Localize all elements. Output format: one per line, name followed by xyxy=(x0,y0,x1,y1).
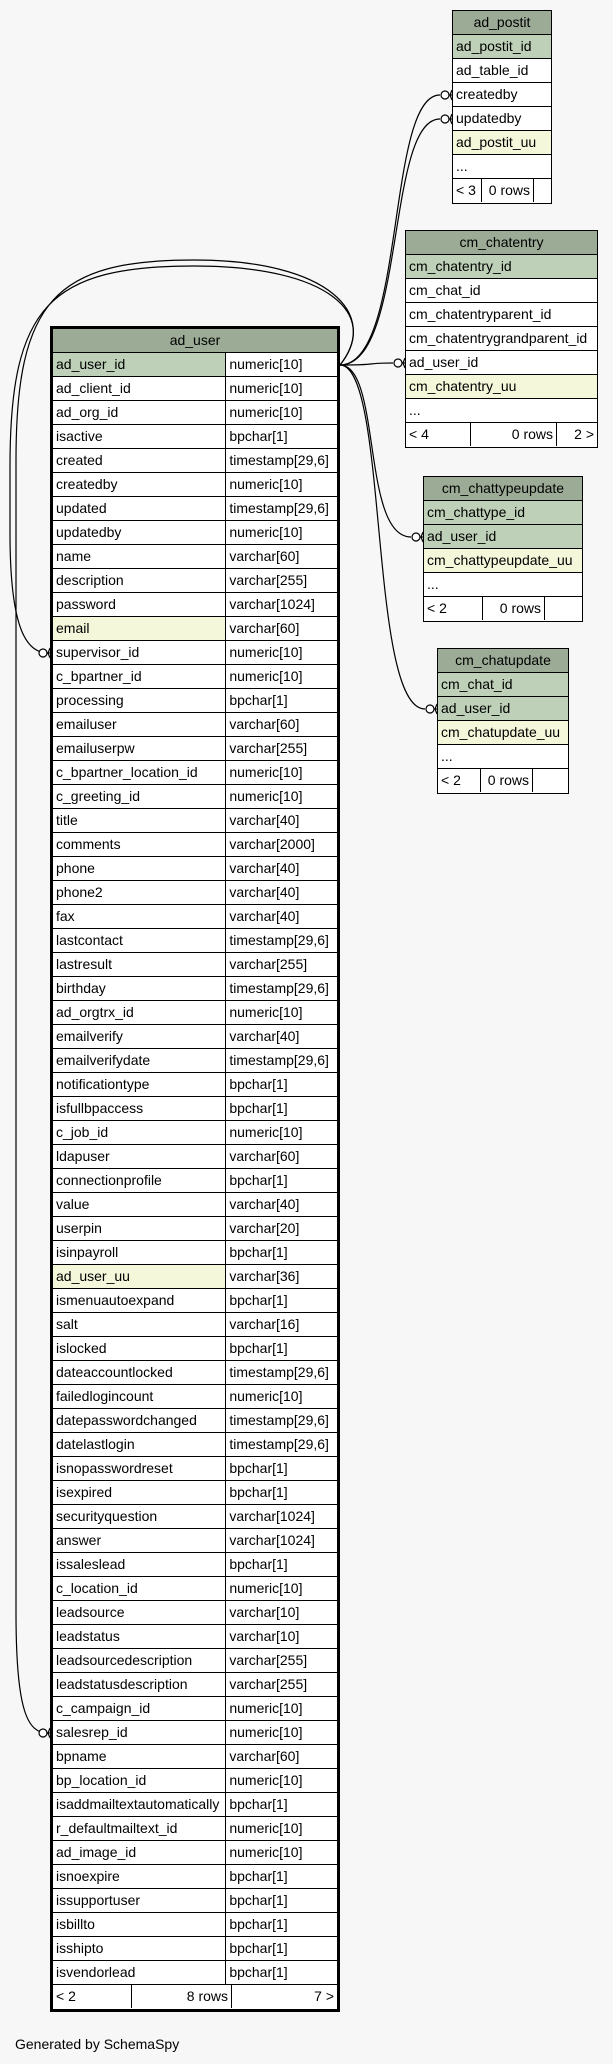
table-row xyxy=(53,1169,337,1193)
column-name: phone2 xyxy=(56,884,103,900)
column-name: ... xyxy=(409,402,421,418)
table-row xyxy=(453,131,551,155)
column-type: varchar[1024] xyxy=(225,1505,337,1528)
column-name: cm_chatentry_uu xyxy=(406,375,597,398)
child-count: 7 > xyxy=(231,1985,337,2008)
column-type: numeric[10] xyxy=(225,1841,337,1864)
column-name: emailuser xyxy=(56,716,117,732)
table-row xyxy=(53,1121,337,1145)
row-count: 0 rows xyxy=(482,597,544,620)
column-name: ad_image_id xyxy=(56,1844,137,1860)
table-row xyxy=(53,1337,337,1361)
table-row xyxy=(53,665,337,689)
row-count: 0 rows xyxy=(481,179,533,202)
table-name: ad_user xyxy=(53,329,337,353)
table-cm_chatupdate[interactable] xyxy=(437,648,569,794)
table-row xyxy=(53,377,337,401)
column-type: numeric[10] xyxy=(225,1817,337,1840)
column-name: cm_chatentrygrandparent_id xyxy=(409,330,588,346)
column-type: timestamp[29,6] xyxy=(225,1433,337,1456)
column-type: varchar[255] xyxy=(225,1649,337,1672)
table-row xyxy=(53,1601,337,1625)
column-name: ad_user_id xyxy=(424,525,582,548)
table-row xyxy=(53,1745,337,1769)
column-type: numeric[10] xyxy=(225,353,337,376)
column-name: cm_chat_id xyxy=(409,282,481,298)
child-count xyxy=(532,769,568,792)
column-name: cm_chatupdate_uu xyxy=(438,721,568,744)
crows-foot-marker xyxy=(39,648,50,658)
table-row xyxy=(53,1457,337,1481)
column-type: varchar[60] xyxy=(225,1145,337,1168)
column-name: ad_postit_id xyxy=(453,35,551,58)
table-row xyxy=(53,1625,337,1649)
table-row xyxy=(53,1193,337,1217)
column-name: ... xyxy=(427,576,439,592)
column-name: createdby xyxy=(56,476,118,492)
column-type: numeric[10] xyxy=(225,521,337,544)
table-name: cm_chatentry xyxy=(406,231,597,255)
column-type: bpchar[1] xyxy=(225,1793,337,1816)
column-name: c_bpartner_location_id xyxy=(56,764,198,780)
column-name: updated xyxy=(56,500,107,516)
column-type: bpchar[1] xyxy=(225,1097,337,1120)
column-type: bpchar[1] xyxy=(225,1937,337,1960)
column-type: bpchar[1] xyxy=(225,1913,337,1936)
table-row xyxy=(53,737,337,761)
table-row xyxy=(53,1793,337,1817)
table-row xyxy=(53,1265,337,1289)
table-row xyxy=(53,617,337,641)
table-row xyxy=(453,59,551,83)
column-type: varchar[10] xyxy=(225,1625,337,1648)
column-name: connectionprofile xyxy=(56,1172,162,1188)
table-row xyxy=(53,1577,337,1601)
column-type: varchar[40] xyxy=(225,881,337,904)
table-row xyxy=(53,1097,337,1121)
column-name: isbillto xyxy=(56,1916,95,1932)
table-row xyxy=(53,1721,337,1745)
crows-foot-marker xyxy=(441,90,452,100)
column-name: datelastlogin xyxy=(56,1436,135,1452)
column-type: bpchar[1] xyxy=(225,1337,337,1360)
table-row xyxy=(53,1697,337,1721)
column-name: dateaccountlocked xyxy=(56,1364,173,1380)
column-type: varchar[60] xyxy=(225,1745,337,1768)
column-type: varchar[60] xyxy=(225,617,337,640)
table-name: cm_chatupdate xyxy=(438,649,568,673)
column-name: ad_org_id xyxy=(56,404,119,420)
table-row xyxy=(53,1433,337,1457)
column-name: name xyxy=(56,548,92,564)
table-ad_user[interactable] xyxy=(50,326,340,2012)
table-row xyxy=(406,255,597,279)
table-row xyxy=(53,1073,337,1097)
column-name: isactive xyxy=(56,428,103,444)
table-row xyxy=(53,857,337,881)
table-row xyxy=(53,1913,337,1937)
table-row xyxy=(438,745,568,769)
column-name: issaleslead xyxy=(56,1556,126,1572)
column-name: islocked xyxy=(56,1340,107,1356)
column-type: bpchar[1] xyxy=(225,1241,337,1264)
crows-foot-marker xyxy=(412,532,423,542)
column-name: description xyxy=(56,572,124,588)
column-type: numeric[10] xyxy=(225,665,337,688)
row-count: 0 rows xyxy=(480,769,532,792)
column-type: varchar[40] xyxy=(225,857,337,880)
crows-foot-marker xyxy=(39,1728,50,1738)
column-name: leadsource xyxy=(56,1604,125,1620)
column-name: ismenuautoexpand xyxy=(56,1292,175,1308)
parent-count: < 2 xyxy=(441,772,461,788)
column-name: email xyxy=(53,617,225,640)
column-name: answer xyxy=(56,1532,102,1548)
table-row xyxy=(53,1289,337,1313)
column-name: cm_chattypeupdate_uu xyxy=(424,549,582,572)
table-row xyxy=(53,473,337,497)
column-type: varchar[2000] xyxy=(225,833,337,856)
column-name: createdby xyxy=(456,86,518,102)
column-type: numeric[10] xyxy=(225,377,337,400)
column-name: datepasswordchanged xyxy=(56,1412,197,1428)
table-row xyxy=(53,521,337,545)
parent-count: < 2 xyxy=(427,600,447,616)
table-row xyxy=(53,1649,337,1673)
table-footer xyxy=(424,597,582,621)
column-name: fax xyxy=(56,908,75,924)
table-row xyxy=(53,953,337,977)
column-name: c_location_id xyxy=(56,1580,138,1596)
table-row xyxy=(53,1817,337,1841)
column-name: cm_chat_id xyxy=(438,673,568,696)
column-type: varchar[36] xyxy=(225,1265,337,1288)
column-type: bpchar[1] xyxy=(225,425,337,448)
column-name: emailverifydate xyxy=(56,1052,151,1068)
table-row xyxy=(53,881,337,905)
column-name: value xyxy=(56,1196,90,1212)
column-name: leadstatusdescription xyxy=(56,1676,188,1692)
column-name: ad_user_id xyxy=(409,354,479,370)
column-type: timestamp[29,6] xyxy=(225,1409,337,1432)
table-row xyxy=(53,593,337,617)
column-name: cm_chatentry_id xyxy=(406,255,597,278)
column-name: lastresult xyxy=(56,956,113,972)
column-name: cm_chattype_id xyxy=(424,501,582,524)
table-row xyxy=(53,497,337,521)
crows-foot-marker xyxy=(426,704,437,714)
column-type: numeric[10] xyxy=(225,1121,337,1144)
table-row xyxy=(53,1001,337,1025)
column-name: salt xyxy=(56,1316,78,1332)
table-row xyxy=(453,83,551,107)
column-type: varchar[255] xyxy=(225,953,337,976)
column-type: varchar[1024] xyxy=(225,1529,337,1552)
column-name: updatedby xyxy=(456,110,522,126)
table-row xyxy=(438,697,568,721)
table-row xyxy=(53,1865,337,1889)
column-type: varchar[255] xyxy=(225,1673,337,1696)
table-row xyxy=(53,353,337,377)
column-type: timestamp[29,6] xyxy=(225,1361,337,1384)
column-type: numeric[10] xyxy=(225,1721,337,1744)
table-row xyxy=(53,1937,337,1961)
column-type: bpchar[1] xyxy=(225,689,337,712)
table-row xyxy=(53,1025,337,1049)
column-type: numeric[10] xyxy=(225,785,337,808)
table-footer xyxy=(453,179,551,203)
column-name: isexpired xyxy=(56,1484,113,1500)
table-row xyxy=(53,1217,337,1241)
column-type: timestamp[29,6] xyxy=(225,1049,337,1072)
table-row xyxy=(53,905,337,929)
column-name: ad_client_id xyxy=(56,380,131,396)
column-type: numeric[10] xyxy=(225,1769,337,1792)
table-footer xyxy=(406,423,597,447)
column-name: updatedby xyxy=(56,524,122,540)
column-name: processing xyxy=(56,692,124,708)
column-name: c_job_id xyxy=(56,1124,109,1140)
column-name: issupportuser xyxy=(56,1892,141,1908)
table-row xyxy=(53,1313,337,1337)
column-name: ... xyxy=(456,158,468,174)
table-cm_chattypeupdate[interactable] xyxy=(423,476,583,622)
column-type: bpchar[1] xyxy=(225,1889,337,1912)
column-type: bpchar[1] xyxy=(225,1169,337,1192)
column-name: salesrep_id xyxy=(56,1724,128,1740)
table-row xyxy=(53,545,337,569)
crows-foot-marker xyxy=(441,114,452,124)
column-type: varchar[60] xyxy=(225,545,337,568)
table-row xyxy=(424,549,582,573)
column-type: bpchar[1] xyxy=(225,1553,337,1576)
column-type: numeric[10] xyxy=(225,1697,337,1720)
table-row xyxy=(53,977,337,1001)
table-cm_chatentry[interactable] xyxy=(405,230,598,448)
column-type: numeric[10] xyxy=(225,641,337,664)
column-name: isvendorlead xyxy=(56,1964,136,1980)
column-name: password xyxy=(56,596,116,612)
column-name: ... xyxy=(441,748,453,764)
column-type: bpchar[1] xyxy=(225,1073,337,1096)
table-row xyxy=(53,569,337,593)
column-name: emailuserpw xyxy=(56,740,135,756)
table-footer xyxy=(438,769,568,793)
column-type: varchar[20] xyxy=(225,1217,337,1240)
column-name: created xyxy=(56,452,103,468)
relationship-line xyxy=(340,363,393,365)
table-footer xyxy=(53,1985,337,2009)
column-name: lastcontact xyxy=(56,932,123,948)
table-row xyxy=(53,689,337,713)
column-type: numeric[10] xyxy=(225,1385,337,1408)
column-type: numeric[10] xyxy=(225,401,337,424)
column-name: leadsourcedescription xyxy=(56,1652,193,1668)
column-type: varchar[1024] xyxy=(225,593,337,616)
column-type: numeric[10] xyxy=(225,1577,337,1600)
column-name: leadstatus xyxy=(56,1628,120,1644)
column-name: ldapuser xyxy=(56,1148,110,1164)
column-name: bp_location_id xyxy=(56,1772,147,1788)
table-row xyxy=(53,641,337,665)
table-row xyxy=(406,303,597,327)
column-name: isnopasswordreset xyxy=(56,1460,173,1476)
column-type: varchar[40] xyxy=(225,1193,337,1216)
column-name: isfullbpaccess xyxy=(56,1100,144,1116)
table-row xyxy=(406,399,597,423)
column-type: numeric[10] xyxy=(225,1001,337,1024)
table-row xyxy=(438,721,568,745)
column-name: ad_user_id xyxy=(438,697,568,720)
crows-foot-marker xyxy=(394,358,405,368)
relationship-line xyxy=(340,365,411,537)
table-row xyxy=(53,929,337,953)
table-row xyxy=(53,1553,337,1577)
table-row xyxy=(53,1361,337,1385)
column-name: c_bpartner_id xyxy=(56,668,142,684)
column-name: supervisor_id xyxy=(56,644,140,660)
table-row xyxy=(453,107,551,131)
table-row xyxy=(53,1481,337,1505)
column-name: birthday xyxy=(56,980,106,996)
column-name: c_campaign_id xyxy=(56,1700,151,1716)
column-type: varchar[40] xyxy=(225,1025,337,1048)
table-row xyxy=(424,525,582,549)
column-name: isshipto xyxy=(56,1940,104,1956)
column-name: notificationtype xyxy=(56,1076,150,1092)
column-type: varchar[255] xyxy=(225,569,337,592)
column-name: securityquestion xyxy=(56,1508,158,1524)
column-name: isinpayroll xyxy=(56,1244,119,1260)
table-row xyxy=(53,833,337,857)
child-count: 2 > xyxy=(556,423,597,446)
table-row xyxy=(53,1505,337,1529)
column-type: numeric[10] xyxy=(225,761,337,784)
column-name: isaddmailtextautomatically xyxy=(56,1796,220,1812)
table-row xyxy=(406,375,597,399)
column-name: ad_user_uu xyxy=(53,1265,225,1288)
column-type: timestamp[29,6] xyxy=(225,929,337,952)
table-row xyxy=(53,1049,337,1073)
column-name: ad_table_id xyxy=(456,62,529,78)
table-row xyxy=(53,713,337,737)
column-name: bpname xyxy=(56,1748,107,1764)
table-row xyxy=(406,327,597,351)
table-row xyxy=(53,809,337,833)
table-row xyxy=(406,351,597,375)
table-row xyxy=(53,761,337,785)
table-row xyxy=(53,1769,337,1793)
child-count xyxy=(533,179,551,202)
column-type: varchar[40] xyxy=(225,809,337,832)
table-row xyxy=(53,1241,337,1265)
table-row xyxy=(453,35,551,59)
column-type: bpchar[1] xyxy=(225,1481,337,1504)
parent-count: < 2 xyxy=(56,1988,76,2004)
column-name: ad_orgtrx_id xyxy=(56,1004,134,1020)
column-name: cm_chatentryparent_id xyxy=(409,306,552,322)
column-name: comments xyxy=(56,836,121,852)
table-row xyxy=(53,1529,337,1553)
column-name: isnoexpire xyxy=(56,1868,120,1884)
row-count: 0 rows xyxy=(470,423,556,446)
table-name: ad_postit xyxy=(453,11,551,35)
column-type: timestamp[29,6] xyxy=(225,497,337,520)
child-count xyxy=(544,597,582,620)
column-type: varchar[10] xyxy=(225,1601,337,1624)
column-type: varchar[255] xyxy=(225,737,337,760)
table-name: cm_chattypeupdate xyxy=(424,477,582,501)
column-name: failedlogincount xyxy=(56,1388,154,1404)
column-type: bpchar[1] xyxy=(225,1289,337,1312)
column-type: timestamp[29,6] xyxy=(225,449,337,472)
table-row xyxy=(53,449,337,473)
column-name: ad_postit_uu xyxy=(453,131,551,154)
column-type: bpchar[1] xyxy=(225,1961,337,1984)
table-row xyxy=(53,785,337,809)
row-count: 8 rows xyxy=(131,1985,231,2008)
column-type: bpchar[1] xyxy=(225,1457,337,1480)
table-row xyxy=(53,1889,337,1913)
table-row xyxy=(53,1145,337,1169)
table-row xyxy=(424,501,582,525)
column-type: numeric[10] xyxy=(225,473,337,496)
table-row xyxy=(53,1409,337,1433)
table-row xyxy=(424,573,582,597)
column-name: r_defaultmailtext_id xyxy=(56,1820,178,1836)
column-name: ad_user_id xyxy=(53,353,225,376)
column-name: phone xyxy=(56,860,95,876)
column-name: title xyxy=(56,812,78,828)
column-type: varchar[40] xyxy=(225,905,337,928)
table-row xyxy=(53,425,337,449)
table-row xyxy=(438,673,568,697)
column-name: userpin xyxy=(56,1220,102,1236)
table-row xyxy=(53,1961,337,1985)
column-type: timestamp[29,6] xyxy=(225,977,337,1000)
column-name: emailverify xyxy=(56,1028,123,1044)
column-name: c_greeting_id xyxy=(56,788,141,804)
table-row xyxy=(53,1385,337,1409)
table-row xyxy=(53,1673,337,1697)
column-type: varchar[60] xyxy=(225,713,337,736)
parent-count: < 3 xyxy=(456,182,476,198)
table-row xyxy=(53,1841,337,1865)
table-ad_postit[interactable] xyxy=(452,10,552,204)
column-type: bpchar[1] xyxy=(225,1865,337,1888)
table-row xyxy=(53,401,337,425)
parent-count: < 4 xyxy=(409,426,429,442)
table-row xyxy=(406,279,597,303)
generated-by-footer: Generated by SchemaSpy xyxy=(15,2036,180,2052)
column-type: varchar[16] xyxy=(225,1313,337,1336)
table-row xyxy=(453,155,551,179)
